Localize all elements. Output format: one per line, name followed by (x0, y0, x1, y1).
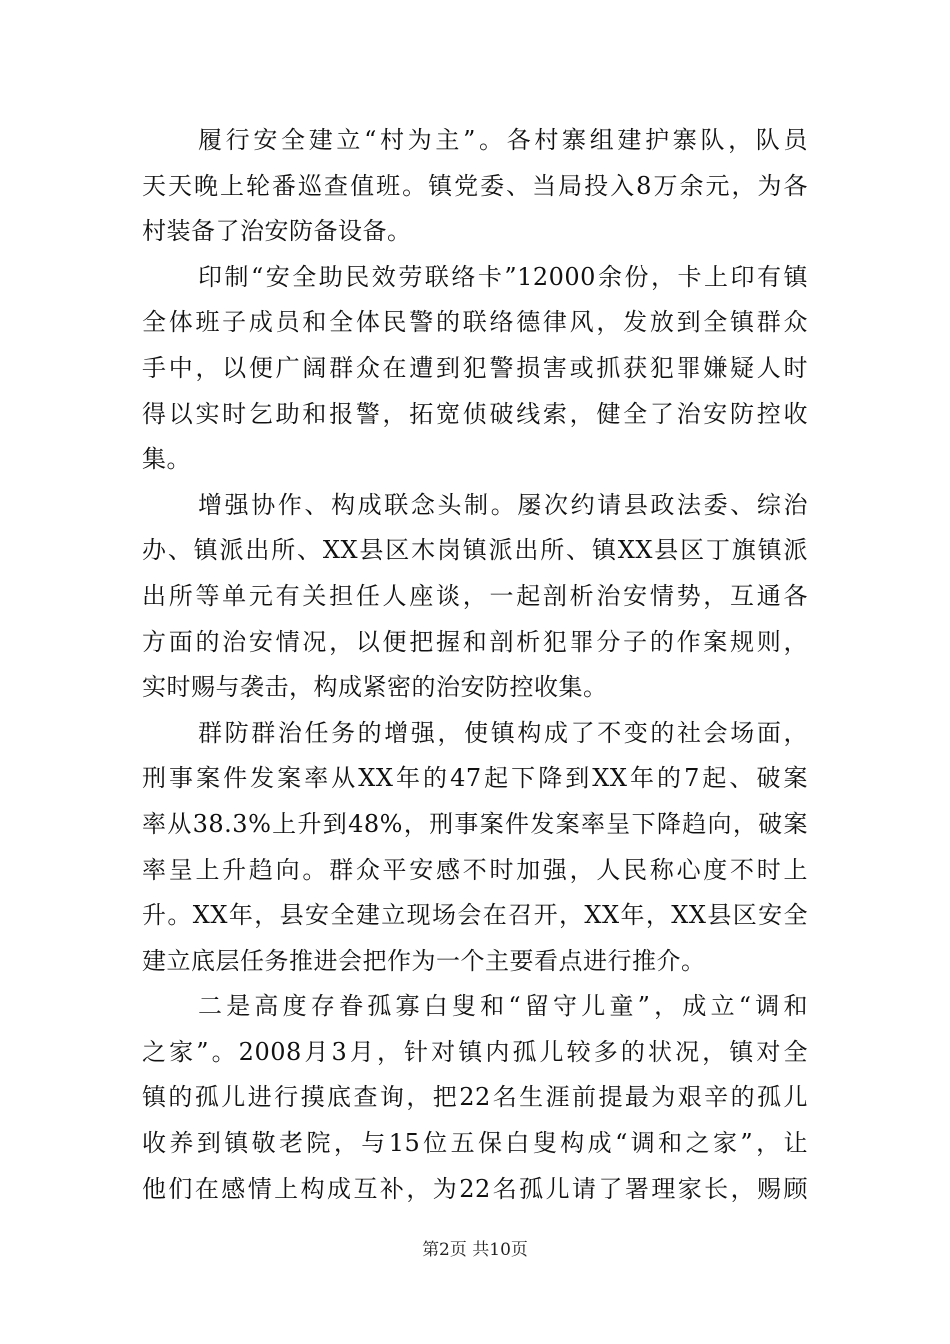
document-body (142, 118, 808, 1212)
paragraph (142, 984, 808, 1212)
text-line: 全体班子成员和全体民警的联络德律风，发放到全镇群众 (142, 308, 808, 337)
text-line: 履行安全建立“村为主”。各村寨组建护寨队，队员 (198, 126, 808, 154)
text-line: 二是高度存眷孤寡白叟和“留守儿童”，成立“调和 (198, 992, 808, 1021)
text-line: 实时赐与袭击，构成紧密的治安防控收集。 (142, 673, 608, 702)
text-line: 方面的治安情况，以便把握和剖析犯罪分子的作案规则， (142, 627, 808, 656)
text-line: 之家”。2008月3月，针对镇内孤儿较多的状况，镇对全 (142, 1037, 808, 1066)
paragraph (142, 118, 808, 255)
text-line: 印制“安全助民效劳联络卡”12000余份，卡上印有镇 (198, 262, 808, 291)
paragraph (142, 711, 808, 985)
text-line: 出所等单元有关担任人座谈，一起剖析治安情势，互通各 (142, 581, 808, 610)
text-line: 办、镇派出所、XX县区木岗镇派出所、镇XX县区丁旗镇派 (142, 536, 808, 565)
text-line: 手中，以便广阔群众在遭到犯警损害或抓获犯罪嫌疑人时 (142, 353, 808, 382)
text-line: 得以实时乞助和报警，拓宽侦破线索，健全了治安防控收 (142, 399, 808, 428)
paragraph (142, 255, 808, 483)
text-line: 他们在感情上构成互补，为22名孤儿请了署理家长，赐顾 (142, 1174, 808, 1203)
text-line: 群防群治任务的增强，使镇构成了不变的社会场面， (198, 718, 808, 747)
text-line: 收养到镇敬老院，与15位五保白叟构成“调和之家”，让 (142, 1129, 808, 1158)
text-line: 镇的孤儿进行摸底查询，把22名生涯前提最为艰辛的孤儿 (142, 1083, 808, 1112)
text-line: 增强协作、构成联念头制。屡次约请县政法委、综治 (198, 490, 808, 519)
text-line: 建立底层任务推进会把作为一个主要看点进行推介。 (142, 946, 706, 975)
paragraph (142, 483, 808, 711)
text-line: 率从38.3%上升到48%，刑事案件发案率呈下降趋向，破案 (142, 809, 808, 838)
text-line: 升。XX年，县安全建立现场会在召开，XX年，XX县区安全 (142, 901, 808, 930)
text-line: 集。 (142, 445, 191, 474)
text-line: 天天晚上轮番巡查值班。镇党委、当局投入8万余元，为各 (142, 171, 808, 200)
page-footer: 第2页 共10页 (422, 1240, 528, 1260)
text-line: 刑事案件发案率从XX年的47起下降到XX年的7起、破案 (142, 764, 808, 793)
text-line: 率呈上升趋向。群众平安感不时加强，人民称心度不时上 (142, 855, 808, 884)
text-line: 村装备了治安防备设备。 (142, 217, 412, 246)
